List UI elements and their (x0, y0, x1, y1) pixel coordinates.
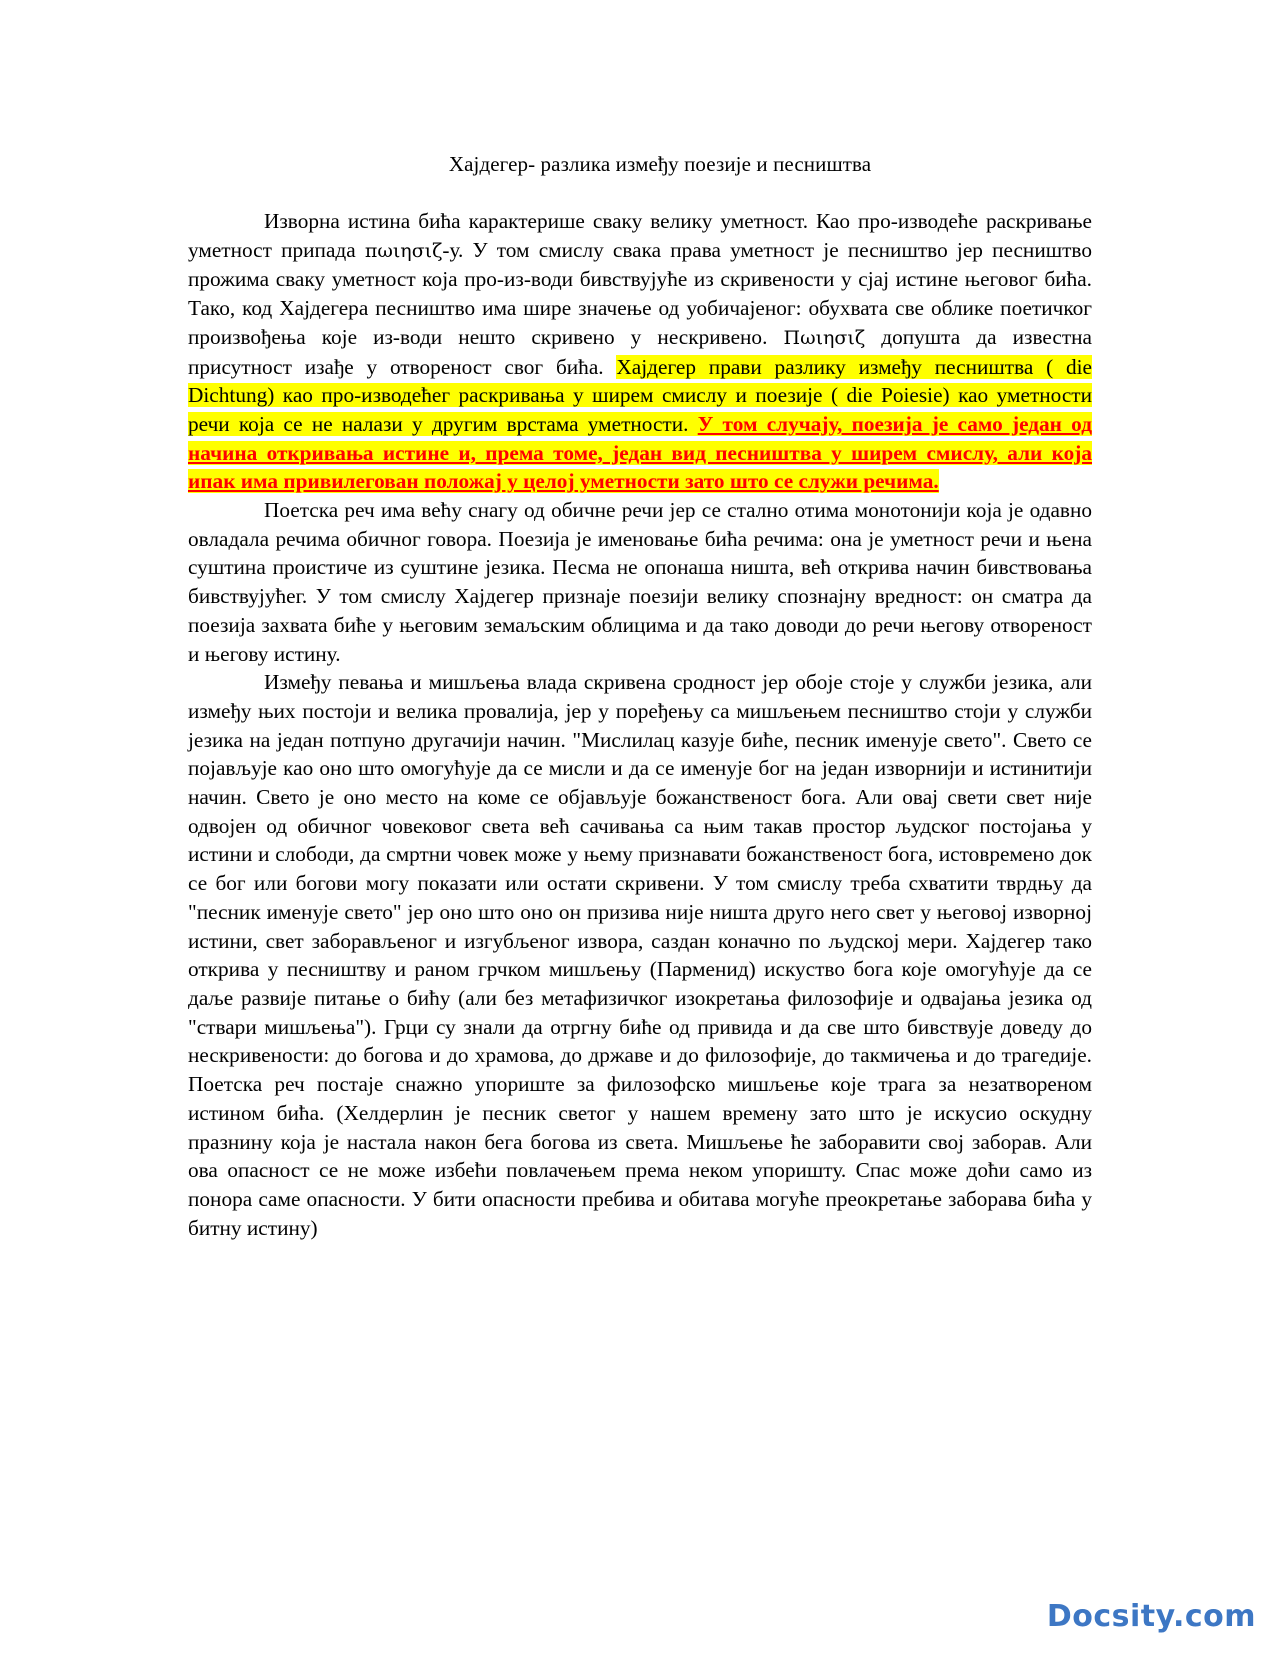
document-title: Хајдегер- разлика између поезије и песништва (448, 152, 872, 176)
paragraph-2: Поетска реч има већу снагу од обичне речи јер се стално отима монотонији која је одавно овладала речима обичног говора. Поезија је именовање бића речима: она је уметност речи и њена суштина проистиче из суштине језика. Песма не опонаша ништа, већ открива начин бивствовања бивствујућег. У том смислу Хајдегер признаје поезији велику спознајну вредност: он сматра да поезија захвата биће у његовим земаљским облицима и да тако доводи до речи његову отвореност и његову истину. (188, 498, 1092, 666)
paragraph-1 (188, 207, 1092, 496)
yellow-highlighted-text: Хајдегер прави разлику између песништва ( die Dichtung) као про-изводећег раскривања у ширем смислу и поезије ( die Poiesie) као уметности речи која се не налази у другим врстама уметности. (188, 354, 1092, 436)
paragraph-1-text-a: Изворна истина бића карактерише сваку велику уметност. Као про-изводеће раскривање уметност припада (188, 209, 1092, 262)
red-bold-highlighted-text: У том случају, поезија је само један од начина откривања истине и, према томе, један вид песништва у ширем смислу, али која ипак има привилегован положај у целој уметности зато што се служи речима. (188, 411, 1092, 494)
paragraph-1-text-c: допушта да известна присутност изађе у отвореност свог бића. (188, 324, 1092, 379)
greek-word-poiesis: πωιησιζ (364, 239, 443, 262)
docsity-watermark: Docsity.com (1046, 1599, 1256, 1634)
paragraph-1-text-b: -у. У том смислу свака права уметност је песништво јер песништво прожима сваку уметност која про-из-води бивствујуће из скривености у сјај истине његовог бића. Тако, код Хајдегера песништво има шире значење од уобичајеног: обухвата све облике поетичког произвођења које из-води нешто скривено у нескривено. (188, 237, 1092, 349)
document-body (188, 207, 1092, 1242)
paragraph-3: Између певања и мишљења влада скривена сродност јер обоје стоје у служби језика, али између њих постоји и велика провалија, јер у поређењу са мишљењем песништво стоји у служби језика на један потпуно другачији начин. "Мислилац казује биће, песник именује свето". Свето се појављује као оно што омогућује да се мисли и да се именује бог на један изворнији и истинитији начин. Свето је оно место на коме се објављује божанственост бога. Али овај свети свет није одвојен од обичног човековог света већ сачивања са њим такав простор људског постојања у истини и слободи, да смртни човек може у њему признавати божанственост бога, истовремено док се бог или богови могу показати или остати скривени. У том смислу треба схватити тврдњу да "песник именује свето" јер оно што оно он призива није ништа друго него свет у његовој изворној истини, свет заборављеног и изгубљеног извора, саздан коначно по људској мери. Хајдегер тако открива у песништву и раном грчком мишљењу (Парменид) искуство бога које омогућује да се даље развије питање о бићу (али без метафизичког изокретања филозофије и одвајања језика од "ствари мишљења"). Грци су знали да отргну биће од привида и да све што бивствује доведу до нескривености: до богова и до храмова, до државе и до филозофије, до такмичења и до трагедије. Поетска реч постаје снажно упориште за филозофско мишљење које трага за незатвореном истином бића. (Хелдерлин је песник светог у нашем времену зато што је искусио оскудну празнину која је настала након бега богова из света. Мишљење ће заборавити свој заборав. Али ова опасност се не може избећи повлачењем према неком упоришту. Спас може доћи само из понора саме опасности. У бити опасности пребива и обитава могуће преокретање заборава бића у битну истину) (188, 670, 1092, 1240)
greek-word-poiesis-2: Πωιησιζ (783, 326, 866, 349)
